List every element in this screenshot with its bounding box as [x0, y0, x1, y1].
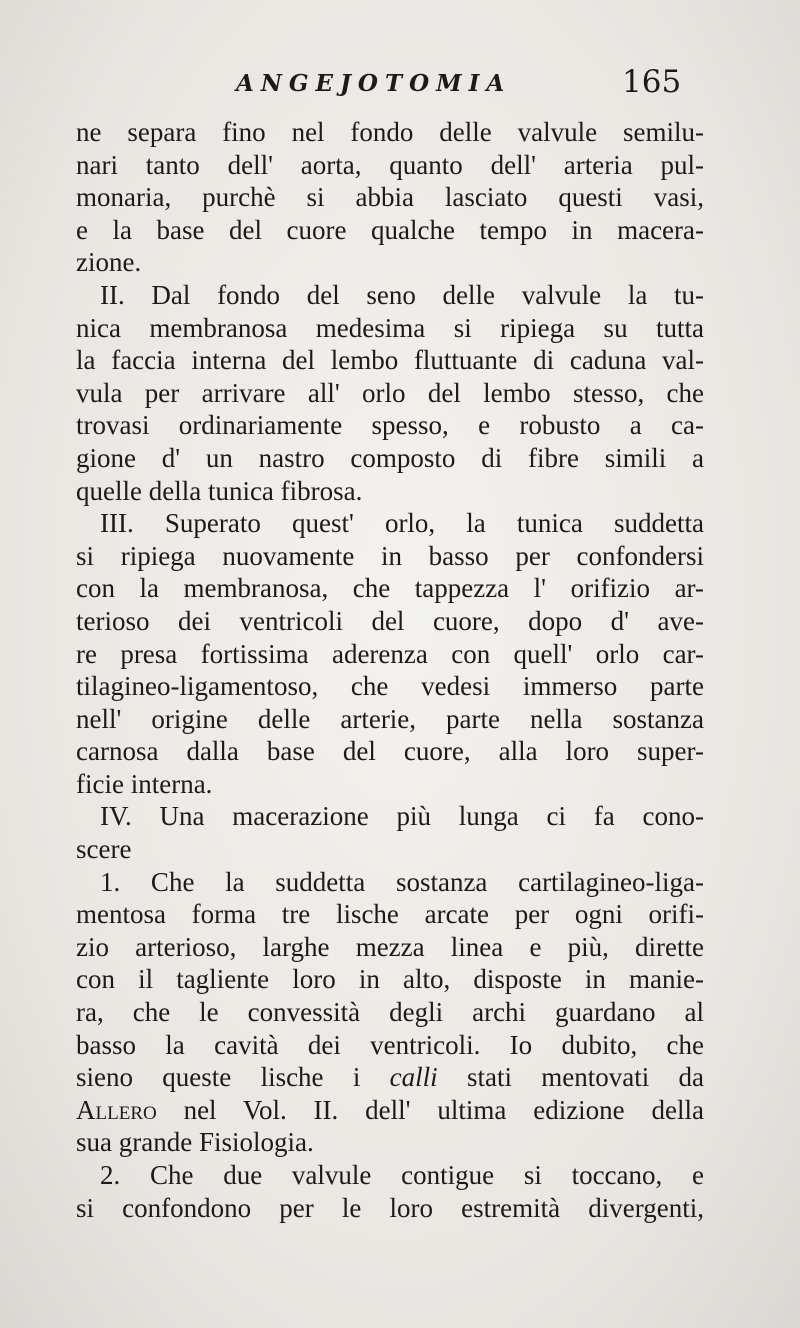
text-line: carnosa dalla base del cuore, alla loro super-	[76, 736, 704, 767]
page-header	[0, 66, 800, 106]
text-line: mentosa forma tre lische arcate per ogni orifi-	[76, 899, 704, 930]
text-line: 1. Che la suddetta sostanza cartilagineo-liga-	[100, 866, 704, 897]
item-1	[76, 866, 704, 1159]
text-line: nell' origine delle arterie, parte nella sostanza	[76, 703, 704, 734]
text-line: e la base del cuore qualche tempo in macera-	[76, 214, 704, 245]
text-line: basso la cavità dei ventricoli. Io dubito, che	[76, 1029, 704, 1060]
text-line: ra, che le convessità degli archi guardano al	[76, 997, 704, 1028]
text-line: si confondono per le loro estremità divergenti,	[76, 1192, 704, 1223]
text-line: re presa fortissima aderenza con quell' orlo car-	[76, 638, 704, 669]
text-line: vula per arrivare all' orlo del lembo stesso, che	[76, 377, 704, 408]
text-line: IV. Una macerazione più lunga ci fa cono-	[100, 801, 704, 832]
paragraph-continuation	[76, 116, 704, 279]
text-line: scere	[76, 834, 132, 865]
text-line: III. Superato quest' orlo, la tunica suddetta	[100, 508, 704, 539]
text-line-mixed	[76, 1061, 704, 1094]
text-line: con il tagliente loro in alto, disposte in manie-	[76, 964, 704, 995]
text-line: zione.	[76, 247, 142, 278]
text-line: ficie interna.	[76, 768, 213, 799]
paragraph-ii	[76, 279, 704, 507]
text-line: nica membranosa medesima si ripiega su tutta	[76, 312, 704, 343]
text-line-mixed	[76, 1094, 704, 1127]
text-line: si ripiega nuovamente in basso per confondersi	[76, 540, 704, 571]
text-line: quelle della tunica fibrosa.	[76, 475, 363, 506]
text-line: sua grande Fisiologia.	[76, 1127, 314, 1158]
text-line: II. Dal fondo del seno delle valvule la tu-	[100, 279, 704, 310]
text-segment: stati mentovati da	[466, 1062, 705, 1093]
paragraph-iv	[76, 800, 704, 865]
text-line: tilagineo-ligamentoso, che vedesi immerso parte	[76, 671, 704, 702]
text-line: gione d' un nastro composto di fibre simili a	[76, 442, 704, 473]
text-line: monaria, purchè si abbia lasciato questi vasi,	[76, 182, 704, 213]
text-line: la faccia interna del lembo fluttuante di caduna val-	[76, 345, 704, 376]
italic-word: calli	[389, 1062, 438, 1093]
text-line: con la membranosa, che tappezza l' orifizio ar-	[76, 573, 704, 604]
text-segment: nel Vol. II. dell' ultima edizione della	[183, 1094, 704, 1125]
author-name: Allero	[76, 1094, 157, 1125]
text-line: terioso dei ventricoli del cuore, dopo d' ave-	[76, 605, 704, 636]
item-2	[76, 1159, 704, 1224]
text-line: trovasi ordinariamente spesso, e robusto a ca-	[76, 410, 704, 441]
running-title: ANGEJOTOMIA	[236, 70, 512, 97]
paragraph-iii	[76, 507, 704, 800]
text-line: ne separa fino nel fondo delle valvule semilu-	[76, 117, 704, 147]
text-line: zio arterioso, larghe mezza linea e più, dirette	[76, 931, 704, 962]
text-line: 2. Che due valvule contigue si toccano, e	[100, 1160, 704, 1190]
text-line: nari tanto dell' aorta, quanto dell' arteria pul-	[76, 149, 704, 180]
page-number: 165	[622, 64, 682, 100]
text-segment: sieno queste lische i	[76, 1062, 361, 1093]
body-text	[76, 116, 704, 1224]
